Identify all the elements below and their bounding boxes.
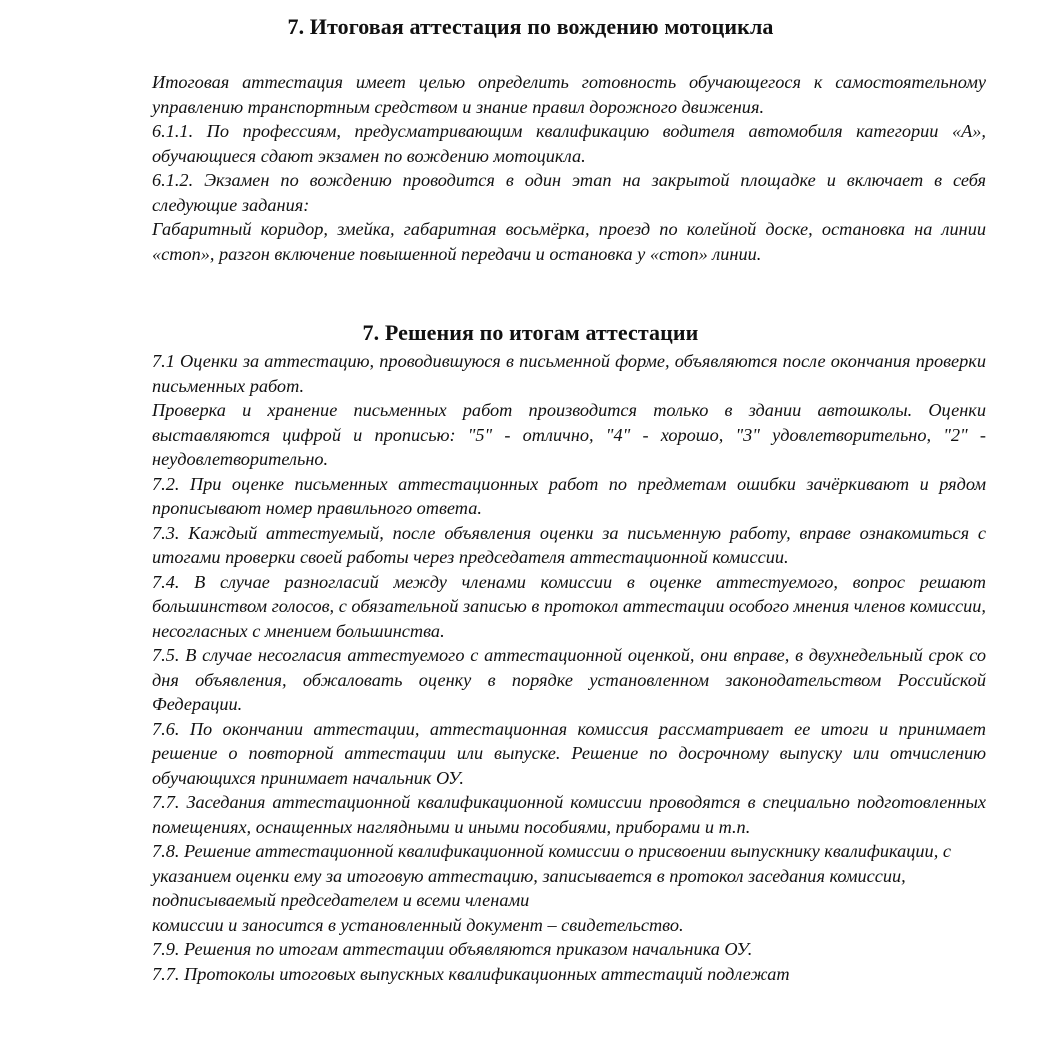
paragraph: 7.8. Решение аттестационной квалификационной комиссии о присвоении выпускнику квалификации, с указанием оценки ему за итоговую аттестацию, записывается в протокол заседания комиссии, подписываемый председателем и всеми членами [152, 841, 951, 910]
paragraph: 6.1.2. Экзамен по вождению проводится в один этап на закрытой площадке и включает в себя следующие задания: [152, 170, 986, 215]
paragraph: 7.5. В случае несогласия аттестуемого с аттестационной оценкой, они вправе, в двухнедельный срок со дня объявления, обжаловать оценку в порядке установленном законодательством Российской Федерации. [152, 645, 986, 714]
paragraph: 7.7. Заседания аттестационной квалификационной комиссии проводятся в специально подготовленных помещениях, оснащенных наглядными и иными пособиями, приборами и т.п. [152, 792, 986, 837]
paragraph: 7.4. В случае разногласий между членами комиссии в оценке аттестуемого, вопрос решают большинством голосов, с обязательной записью в протокол аттестации особого мнения членов комиссии, несогласных с мнением большинства. [152, 571, 986, 641]
section-1-title: 7. Итоговая аттестация по вождению мотоцикла [287, 14, 774, 39]
section-2-body [152, 349, 986, 986]
paragraph: 7.9. Решения по итогам аттестации объявляются приказом начальника ОУ. [152, 939, 753, 959]
paragraph: 7.2. При оценке письменных аттестационных работ по предметам ошибки зачёркивают и рядом прописывают номер правильного ответа. [152, 473, 986, 518]
section-2-title: 7. Решения по итогам аттестации [362, 320, 699, 345]
paragraph: Итоговая аттестация имеет целью определить готовность обучающегося к самостоятельному управлению транспортным средством и знание правил дорожного движения. [152, 72, 986, 117]
paragraph: 7.1 Оценки за аттестацию, проводившуюся в письменной форме, объявляются после окончания проверки письменных работ. [152, 351, 986, 396]
paragraph: 6.1.1. По профессиям, предусматривающим квалификацию водителя автомобиля категории «А», обучающиеся сдают экзамен по вождению мотоцикла. [152, 121, 986, 166]
paragraph: 7.3. Каждый аттестуемый, после объявления оценки за письменную работу, вправе ознакомиться с итогами проверки своей работы через председателя аттестационной комиссии. [152, 522, 986, 567]
paragraph: 7.7. Протоколы итоговых выпускных квалификационных аттестаций подлежат [152, 963, 790, 984]
paragraph: 7.6. По окончании аттестации, аттестационная комиссия рассматривает ее итоги и принимает решение о повторной аттестации или выпуске. Решение по досрочному выпуску или отчислению обучающихся принимает начальник ОУ. [152, 718, 986, 788]
paragraph: Габаритный коридор, змейка, габаритная восьмёрка, проезд по колейной доске, остановка на линии «стоп», разгон включение повышенной передачи и остановка у «стоп» линии. [152, 219, 986, 264]
paragraph: комиссии и заносится в установленный документ – свидетельство. [152, 914, 684, 935]
section-1-body [152, 70, 986, 266]
paragraph: Проверка и хранение письменных работ производится только в здании автошколы. Оценки выставляются цифрой и прописью: "5" - отлично, "4" - хорошо, "3" удовлетворительно, "2" - неудовлетворительно. [152, 400, 986, 469]
